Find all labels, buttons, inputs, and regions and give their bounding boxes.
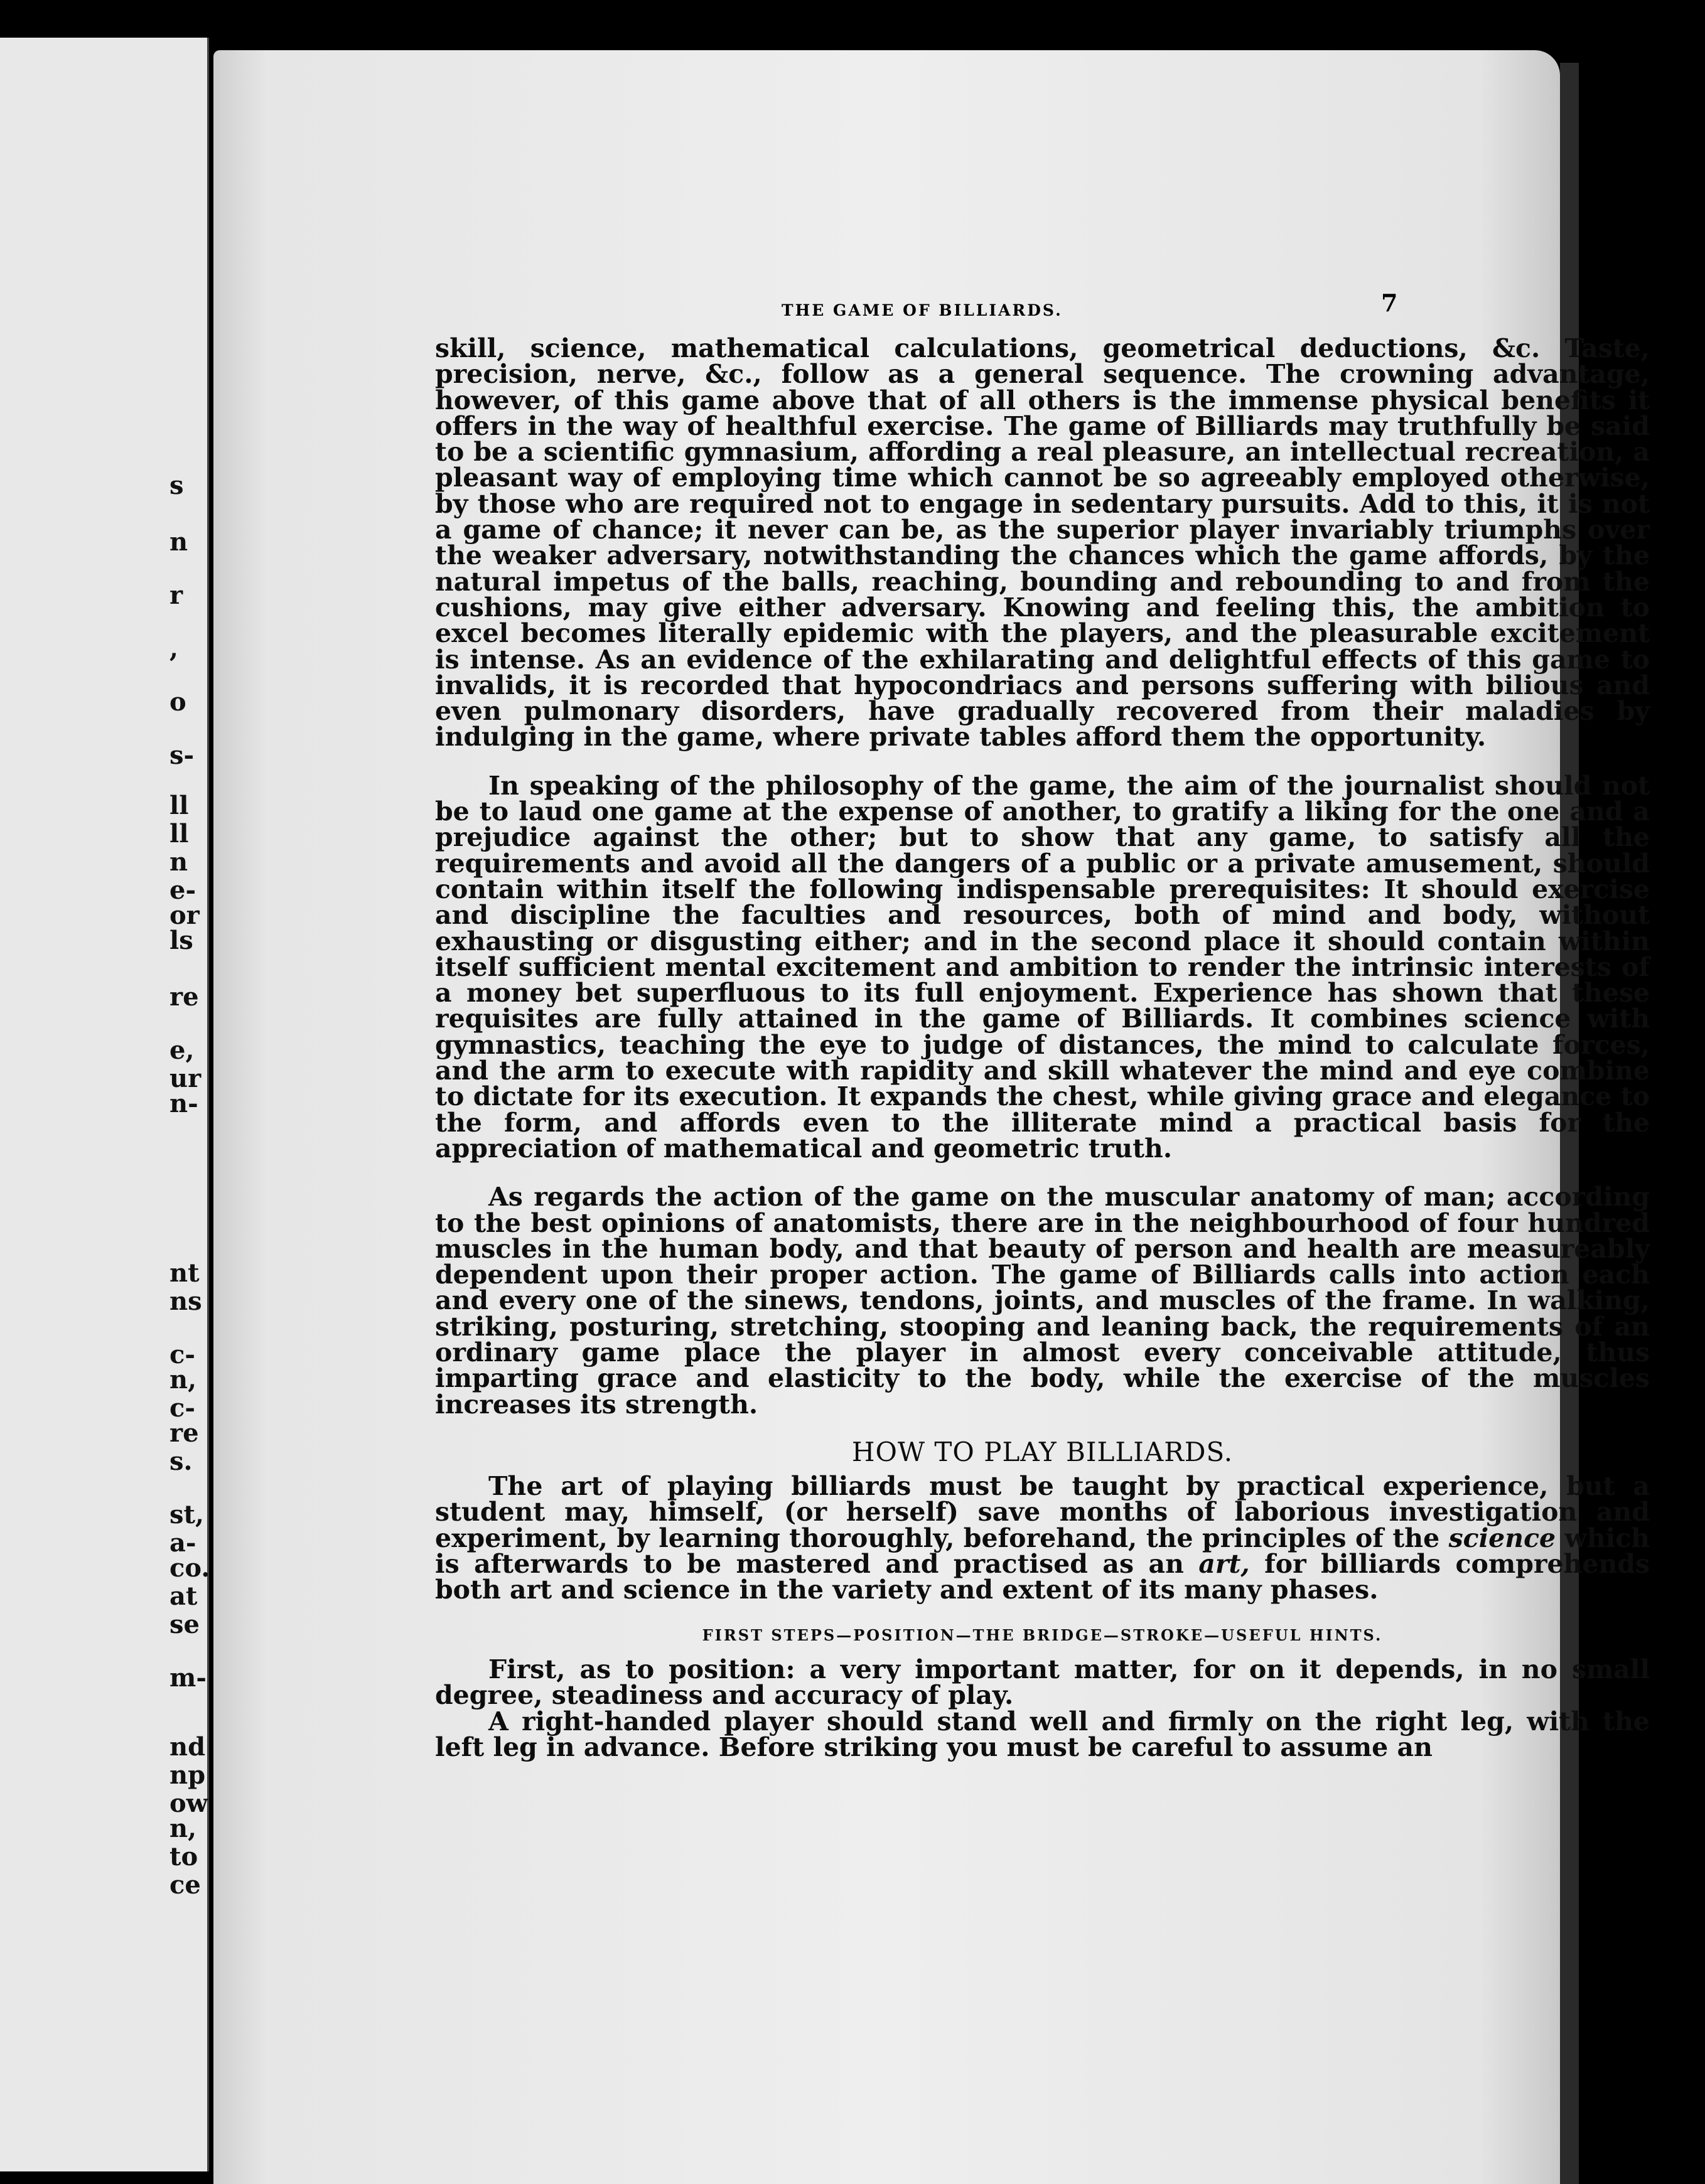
book-page — [213, 50, 1650, 2184]
paragraph: In speaking of the philosophy of the game, the aim of the journalist should not be to laud one game at the expense of another, to gratify a liking for the one and a prejudice against the other; but to show that any game, to satisfy all the requirements and avoid all the dangers of a public or a private amusement, should contain within itself the following indispensable prerequisites: It should exercise and discipline the faculties and resources, both of mind and body, without exhausting or disgusting either; and in the second place it should contain within itself sufficient mental excitement and ambition to render the intrinsic interests of a money bet superfluous to its full enjoyment. Experience has shown that these requisites are fully attained in the game of Billiards. It combines science with gymnastics, teaching the eye to judge of distances, the mind to calculate forces, and the arm to execute with rapidity and skill whatever the mind and eye combine to dictate for its execution. It expands the chest, while giving grace and elegance to the form, and affords even to the illiterate mind a practical basis for the appreciation of mathematical and geometric truth. — [435, 770, 1650, 1164]
italic-word: science — [1448, 1523, 1556, 1553]
italic-word: art, — [1198, 1549, 1250, 1580]
left-page-fragment: nd — [169, 1732, 206, 1762]
left-page-fragment: st, — [169, 1500, 204, 1529]
left-page-fragment: nt — [169, 1258, 200, 1288]
left-page-fragment: ll — [169, 791, 189, 820]
left-page-fragment: n, — [169, 1814, 197, 1843]
running-title: THE GAME OF BILLIARDS. — [782, 301, 1063, 319]
left-page-fragment: c- — [169, 1340, 195, 1369]
left-page-fragment: a- — [169, 1528, 196, 1558]
left-page-fragment: re — [169, 1418, 199, 1448]
left-page-fragment: np — [169, 1760, 206, 1790]
left-page-fragment: se — [169, 1610, 200, 1639]
left-page-fragment: s. — [169, 1447, 193, 1476]
left-page-fragment: n — [169, 847, 188, 877]
left-page-fragment: e, — [169, 1036, 195, 1065]
paragraph-text: The art of playing billiards must be taught by practical experience, but a student may, himself, (or herself) save months of laborious investigation and experiment, by learning thoroughly, beforehand, the principles of the — [435, 1471, 1650, 1553]
left-page-fragment: n — [169, 527, 188, 557]
page-number: 7 — [1381, 289, 1400, 317]
left-page-fragment: r — [169, 581, 183, 610]
left-page-fragment: ow — [169, 1789, 208, 1818]
paragraph: As regards the action of the game on the muscular anatomy of man; according to the best opinions of anatomists, there are in the neighbourhood of four hundred muscles in the human body, and that beauty of person and health are measureably dependent upon their proper action. The game of Billiards calls into action each and every one of the sinews, tendons, joints, and muscles of the frame. In walking, striking, posturing, stretching, stooping and leaning back, the requirements of an ordinary game place the player in almost every conceivable attitude, thus imparting grace and elasticity to the body, while the exercise of the muscles increases its strength. — [435, 1182, 1650, 1420]
left-page-fragment: ur — [169, 1064, 202, 1093]
paragraph: skill, science, mathematical calculations, geometrical deductions, &c. Taste, precision, nerve, &c., follow as a general sequence. The crowning advantage, however, of this game above that of all others is the immense physical benefits it offers in the way of healthful exercise. The game of Billiards may truthfully be said to be a scientific gymnasium, affording a real pleasure, an intellectual recreation, a pleasant way of employing time which cannot be so agreeably employed otherwise, by those who are required not to engage in sedentary pursuits. Add to this, it is not a game of chance; it never can be, as the superior player invariably triumphs over the weaker adversary, notwithstanding the chances which the game affords, by the natural impetus of the balls, reaching, bounding and rebounding to and from the cushions, may give either adversary. Knowing and feeling this, the ambition to excel becomes literally epidemic with the players, and the pleasurable excitement is intense. As an evidence of the exhilarating and delightful effects of this game to invalids, it is recorded that hypocondriacs and persons suffering with bilious and even pulmonary disorders, have gradually recovered from their maladies by indulging in the game, where private tables afford them the opportunity. — [435, 333, 1650, 752]
left-page-fragment: to — [169, 1842, 198, 1871]
left-page-fragment: n- — [169, 1089, 198, 1118]
left-page-fragment: o — [169, 687, 186, 717]
paragraph: First, as to position: a very important matter, for on it depends, in no small degree, steadiness and accuracy of play. — [435, 1654, 1650, 1711]
left-page-fragment: e- — [169, 875, 196, 905]
paragraph — [435, 1471, 1650, 1605]
left-page-fragment: re — [169, 982, 199, 1012]
left-page-fragment: s- — [169, 741, 195, 770]
paragraph-text: which is afterwards to be mastered and practised as an — [435, 1523, 1650, 1580]
left-page-fragment: or — [169, 901, 200, 930]
sub-heading: FIRST STEPS—POSITION—THE BRIDGE—STROKE—USEFUL HINTS. — [702, 1625, 1383, 1644]
left-page-fragment: ce — [169, 1870, 201, 1900]
paragraph-text: for billiards comprehends both art and science in the variety and extent of its many phases. — [435, 1549, 1650, 1605]
left-page-fragment: ns — [169, 1287, 202, 1316]
left-page-fragment: ll — [169, 819, 189, 848]
left-page-fragment: m- — [169, 1663, 207, 1693]
left-page-fragment: , — [169, 634, 178, 663]
left-page-fragment: s — [169, 471, 184, 500]
left-page-fragment: c- — [169, 1393, 195, 1423]
left-page-fragment: ls — [169, 926, 193, 955]
left-page-margin — [0, 38, 209, 2171]
left-page-fragment: co. — [169, 1553, 210, 1583]
section-heading: HOW TO PLAY BILLIARDS. — [851, 1436, 1234, 1467]
paragraph: A right-handed player should stand well and firmly on the right leg, with the left leg in advance. Before striking you must be careful to assume an — [435, 1706, 1650, 1762]
left-page-fragment: n, — [169, 1365, 197, 1394]
left-page-fragment: at — [169, 1582, 198, 1611]
body-text — [435, 333, 1650, 1762]
